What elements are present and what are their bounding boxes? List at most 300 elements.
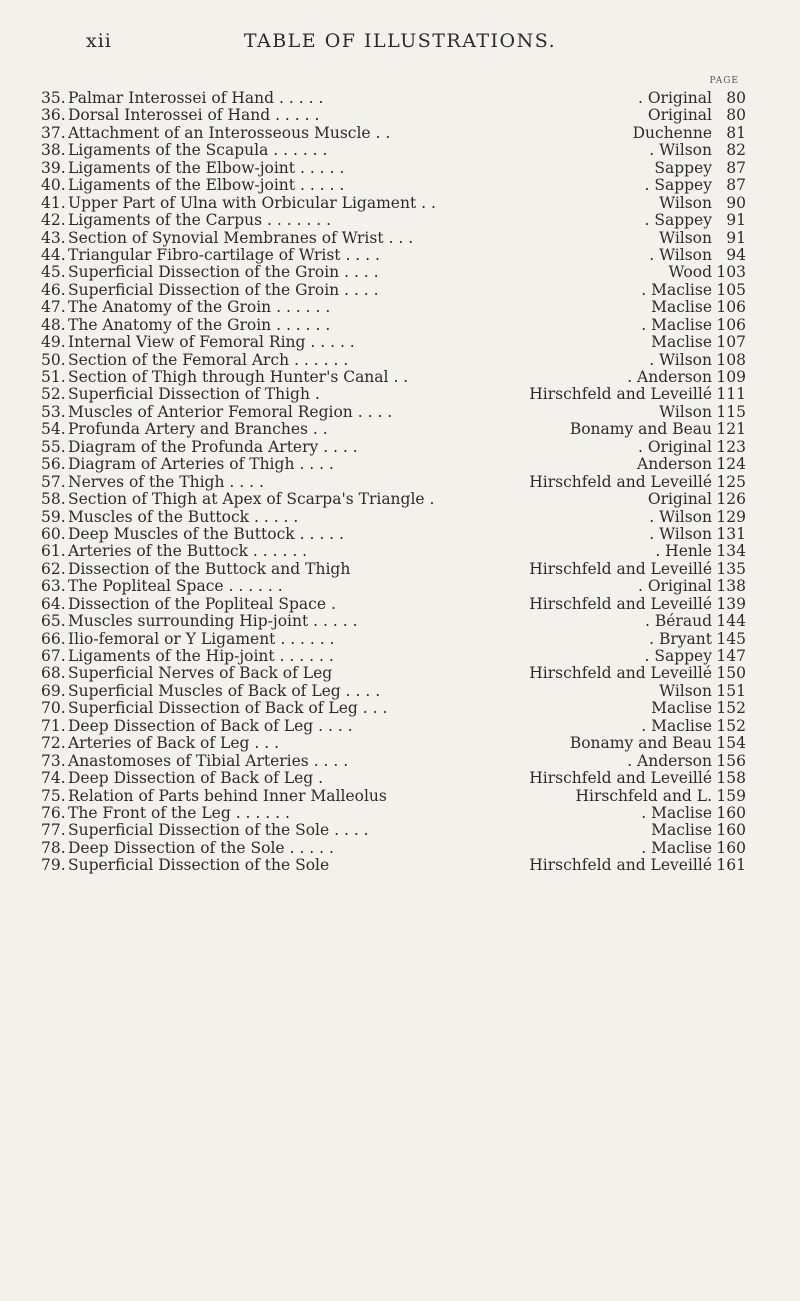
entry-author: Hirschfeld and Leveillé bbox=[529, 385, 712, 404]
entry-author: . Bryant bbox=[649, 629, 712, 648]
entry-page: 145 bbox=[716, 629, 746, 648]
entry-title-group bbox=[68, 735, 279, 752]
entry-source bbox=[641, 317, 746, 334]
leader-dots: . . . . . . bbox=[280, 629, 335, 648]
entry-page: 134 bbox=[716, 542, 746, 561]
entry-source bbox=[638, 90, 746, 107]
entry-page: 161 bbox=[716, 856, 746, 875]
list-item bbox=[0, 247, 800, 264]
entry-page: 121 bbox=[716, 420, 746, 439]
entry-number: 58. bbox=[41, 490, 66, 509]
entry-source bbox=[669, 264, 746, 281]
leader-dots: . bbox=[318, 769, 324, 788]
entry-title: Ligaments of the Hip-joint bbox=[68, 647, 275, 665]
entry-author: . Original bbox=[638, 577, 712, 596]
list-item bbox=[0, 788, 800, 805]
entry-author: Original bbox=[647, 106, 712, 125]
entry-author: Hirschfeld and Leveillé bbox=[529, 769, 712, 788]
entry-source bbox=[645, 177, 747, 194]
list-item bbox=[0, 857, 800, 874]
entry-title-group bbox=[68, 526, 344, 543]
list-item bbox=[0, 230, 800, 247]
entry-author: Sappey bbox=[654, 158, 712, 177]
leader-dots: . . . . bbox=[299, 455, 334, 474]
list-item bbox=[0, 142, 800, 159]
entry-number: 69. bbox=[41, 681, 66, 700]
entry-source bbox=[649, 352, 746, 369]
list-item bbox=[0, 90, 800, 107]
entry-number: 49. bbox=[41, 333, 66, 352]
entry-page: 80 bbox=[726, 106, 746, 125]
entry-number: 35. bbox=[41, 89, 66, 107]
entry-source bbox=[529, 770, 746, 787]
entry-title: Section of Synovial Membranes of Wrist bbox=[68, 228, 384, 247]
entry-number: 56. bbox=[41, 455, 66, 474]
entry-number: 51. bbox=[41, 368, 66, 386]
entry-title: The Anatomy of the Groin bbox=[68, 298, 272, 317]
entry-page: 131 bbox=[716, 524, 746, 543]
entry-title: Deep Dissection of Back of Leg bbox=[68, 716, 314, 735]
entry-page: 124 bbox=[716, 455, 746, 474]
entry-title: Deep Dissection of Back of Leg bbox=[68, 769, 314, 788]
entry-author: . Maclise bbox=[641, 838, 712, 857]
entry-title-group bbox=[68, 474, 264, 491]
entry-page: 135 bbox=[716, 559, 746, 578]
entry-title-group bbox=[68, 718, 353, 735]
leader-dots: . . . . bbox=[345, 245, 380, 264]
entry-author: Hirschfeld and Leveillé bbox=[529, 856, 712, 875]
entry-page: 139 bbox=[716, 594, 746, 613]
entry-page: 106 bbox=[716, 298, 746, 317]
entry-author: . Henle bbox=[655, 542, 712, 561]
entry-number: 55. bbox=[41, 437, 66, 456]
entry-title: Ilio-femoral or Y Ligament bbox=[68, 629, 276, 648]
list-item bbox=[0, 456, 800, 473]
entry-number: 60. bbox=[41, 524, 66, 543]
list-item bbox=[0, 491, 800, 508]
page-header bbox=[0, 24, 800, 54]
entry-title-group bbox=[68, 282, 379, 299]
entry-title-group bbox=[68, 753, 348, 770]
entry-title-group bbox=[68, 561, 350, 578]
entry-title-group bbox=[68, 509, 298, 526]
entry-author: . Original bbox=[638, 89, 712, 107]
entry-source bbox=[529, 386, 746, 403]
entry-title: Deep Dissection of the Sole bbox=[68, 838, 285, 857]
entry-title-group bbox=[68, 665, 332, 682]
entry-author: Hirschfeld and Leveillé bbox=[529, 472, 712, 491]
list-item bbox=[0, 735, 800, 752]
entry-page: 160 bbox=[716, 803, 746, 822]
list-item bbox=[0, 404, 800, 421]
entry-source bbox=[529, 596, 746, 613]
entry-source bbox=[651, 334, 746, 351]
entry-number: 63. bbox=[41, 577, 66, 596]
entry-page: 151 bbox=[716, 681, 746, 700]
entry-number: 72. bbox=[41, 734, 66, 753]
entry-source bbox=[645, 613, 746, 630]
list-item bbox=[0, 317, 800, 334]
entry-page: 159 bbox=[716, 786, 746, 805]
entry-title: Superficial Nerves of Back of Leg bbox=[68, 664, 333, 683]
entry-title-group bbox=[68, 230, 413, 247]
entry-number: 77. bbox=[41, 821, 66, 840]
entry-number: 78. bbox=[41, 838, 66, 857]
entry-page: 87 bbox=[726, 176, 746, 195]
entry-title: The Anatomy of the Groin bbox=[68, 315, 272, 334]
entry-source bbox=[627, 753, 746, 770]
leader-dots: . . . . bbox=[344, 280, 379, 299]
entry-title: Section of the Femoral Arch bbox=[68, 350, 290, 369]
entry-author: Hirschfeld and Leveillé bbox=[529, 664, 712, 683]
entry-number: 76. bbox=[41, 803, 66, 822]
leader-dots: . . . bbox=[254, 734, 280, 753]
entry-author: . Original bbox=[638, 437, 712, 456]
entry-title-group bbox=[68, 578, 283, 595]
leader-dots: . . . . bbox=[334, 821, 369, 840]
entry-page: 129 bbox=[716, 507, 746, 526]
leader-dots: . . . bbox=[388, 228, 414, 247]
entry-page: 91 bbox=[726, 228, 746, 247]
leader-dots: . . . . . bbox=[299, 524, 344, 543]
entry-title: Palmar Interossei of Hand bbox=[68, 89, 275, 107]
list-item bbox=[0, 439, 800, 456]
list-item bbox=[0, 352, 800, 369]
entry-number: 71. bbox=[41, 716, 66, 735]
entry-title: Diagram of Arteries of Thigh bbox=[68, 455, 295, 474]
entry-source bbox=[651, 700, 746, 717]
entry-title: Ligaments of the Elbow-joint bbox=[68, 176, 296, 195]
leader-dots: . . . . . bbox=[253, 507, 299, 526]
entry-source bbox=[641, 282, 746, 299]
entry-author: . Sappey bbox=[644, 211, 712, 230]
page-column-label: PAGE bbox=[709, 76, 739, 86]
leader-dots: . . . . bbox=[344, 263, 379, 282]
list-item bbox=[0, 195, 800, 212]
entry-title-group bbox=[68, 788, 387, 805]
entry-number: 43. bbox=[41, 228, 66, 247]
leader-dots: . . . . . . bbox=[279, 647, 334, 665]
entry-page: 111 bbox=[716, 385, 746, 404]
entry-source bbox=[641, 840, 746, 857]
entry-author: . Béraud bbox=[645, 612, 712, 631]
entry-title-group bbox=[68, 264, 379, 281]
entry-author: Hirschfeld and Leveillé bbox=[529, 594, 712, 613]
entry-author: Bonamy and Beau bbox=[569, 420, 712, 439]
entry-source bbox=[648, 491, 746, 508]
entry-page: 160 bbox=[716, 838, 746, 857]
entry-title: Muscles of Anterior Femoral Region bbox=[68, 402, 353, 421]
leader-dots: . . . . . bbox=[275, 106, 320, 125]
entry-title-group bbox=[68, 596, 336, 613]
leader-dots: . . . bbox=[362, 699, 388, 718]
entry-title: Arteries of the Buttock bbox=[68, 542, 248, 561]
entry-number: 44. bbox=[41, 245, 66, 264]
entry-title-group bbox=[68, 543, 307, 560]
entry-page: 152 bbox=[716, 699, 746, 718]
entry-number: 40. bbox=[41, 176, 66, 195]
leader-dots: . bbox=[429, 490, 435, 509]
entry-title-group bbox=[68, 352, 348, 369]
entry-number: 79. bbox=[41, 856, 66, 875]
list-item bbox=[0, 386, 800, 403]
entry-page: 144 bbox=[716, 612, 746, 631]
list-item bbox=[0, 753, 800, 770]
list-item bbox=[0, 596, 800, 613]
entry-title-group bbox=[68, 177, 344, 194]
entry-page: 81 bbox=[726, 123, 746, 142]
list-item bbox=[0, 369, 800, 386]
entry-source bbox=[529, 857, 746, 874]
list-item bbox=[0, 160, 800, 177]
entry-page: 126 bbox=[716, 490, 746, 509]
entry-source bbox=[649, 509, 746, 526]
entry-page: 150 bbox=[716, 664, 746, 683]
entry-title-group bbox=[68, 142, 327, 159]
leader-dots: . . . . bbox=[313, 751, 349, 770]
entry-number: 37. bbox=[41, 123, 66, 142]
entry-number: 68. bbox=[41, 664, 66, 683]
entry-page: 109 bbox=[716, 368, 746, 386]
entry-title-group bbox=[68, 613, 358, 630]
leader-dots: . . . . bbox=[318, 716, 353, 735]
entry-source bbox=[651, 822, 746, 839]
entry-title: Ligaments of the Carpus bbox=[68, 211, 263, 230]
entry-number: 39. bbox=[41, 158, 66, 177]
entry-author: Hirschfeld and Leveillé bbox=[529, 559, 712, 578]
leader-dots: . . . . bbox=[357, 402, 393, 421]
entry-author: Maclise bbox=[651, 699, 712, 718]
entry-author: Anderson bbox=[637, 455, 712, 474]
entry-page: 160 bbox=[716, 821, 746, 840]
list-item bbox=[0, 212, 800, 229]
entry-number: 36. bbox=[41, 106, 66, 125]
entry-page: 108 bbox=[716, 350, 746, 369]
entry-author: Maclise bbox=[651, 298, 712, 317]
entry-source bbox=[575, 788, 746, 805]
illustrations-list bbox=[0, 90, 800, 875]
entry-author: Bonamy and Beau bbox=[569, 734, 712, 753]
entry-title: Superficial Dissection of Back of Leg bbox=[68, 699, 358, 718]
entry-author: Wilson bbox=[659, 681, 712, 700]
entry-title: Superficial Dissection of the Groin bbox=[68, 280, 340, 299]
entry-page: 115 bbox=[716, 402, 746, 421]
entry-title-group bbox=[68, 299, 330, 316]
list-item bbox=[0, 474, 800, 491]
entry-author: . Wilson bbox=[649, 350, 712, 369]
entry-title-group bbox=[68, 770, 323, 787]
entry-title: Dorsal Interossei of Hand bbox=[68, 106, 271, 125]
entry-number: 66. bbox=[41, 629, 66, 648]
leader-dots: . . bbox=[421, 193, 436, 212]
entry-title-group bbox=[68, 125, 390, 142]
entry-number: 52. bbox=[41, 385, 66, 404]
entry-author: Original bbox=[647, 490, 712, 509]
entry-title: Arteries of Back of Leg bbox=[68, 734, 250, 753]
entry-page: 107 bbox=[716, 333, 746, 352]
entry-title: Deep Muscles of the Buttock bbox=[68, 524, 295, 543]
leader-dots: . . . . bbox=[229, 472, 264, 491]
entry-title-group bbox=[68, 491, 434, 508]
entry-title-group bbox=[68, 212, 331, 229]
entry-title: Relation of Parts behind Inner Malleolus bbox=[68, 786, 387, 805]
entry-author: Maclise bbox=[651, 821, 712, 840]
entry-title: The Front of the Leg bbox=[68, 803, 231, 822]
entry-source bbox=[637, 456, 746, 473]
entry-source bbox=[649, 247, 746, 264]
entry-source bbox=[649, 142, 746, 159]
entry-source bbox=[655, 543, 746, 560]
entry-title: Dissection of the Popliteal Space bbox=[68, 594, 327, 613]
entry-page: 158 bbox=[716, 769, 746, 788]
leader-dots: . . . . . . bbox=[235, 803, 290, 822]
leader-dots: . . . . . . bbox=[252, 542, 308, 561]
entry-title: Triangular Fibro-cartilage of Wrist bbox=[68, 245, 341, 264]
entry-title-group bbox=[68, 195, 436, 212]
list-item bbox=[0, 177, 800, 194]
list-item bbox=[0, 648, 800, 665]
entry-title-group bbox=[68, 683, 380, 700]
entry-title-group bbox=[68, 90, 323, 107]
entry-page: 103 bbox=[716, 263, 746, 282]
entry-page: 87 bbox=[726, 158, 746, 177]
entry-number: 62. bbox=[41, 559, 66, 578]
list-item bbox=[0, 578, 800, 595]
list-item bbox=[0, 334, 800, 351]
entry-number: 45. bbox=[41, 263, 66, 282]
entry-number: 59. bbox=[41, 507, 66, 526]
entry-author: Wilson bbox=[659, 193, 712, 212]
entry-title: Muscles of the Buttock bbox=[68, 507, 250, 526]
entry-author: Wilson bbox=[659, 228, 712, 247]
leader-dots: . . bbox=[312, 420, 328, 439]
list-item bbox=[0, 561, 800, 578]
leader-dots: . . . . . bbox=[299, 158, 345, 177]
entry-number: 70. bbox=[41, 699, 66, 718]
list-item bbox=[0, 613, 800, 630]
list-item bbox=[0, 665, 800, 682]
entry-author: Maclise bbox=[651, 333, 712, 352]
entry-number: 54. bbox=[41, 420, 66, 439]
entry-page: 80 bbox=[726, 89, 746, 107]
entry-source bbox=[529, 474, 746, 491]
entry-number: 65. bbox=[41, 612, 66, 631]
entry-title: Superficial Muscles of Back of Leg bbox=[68, 681, 341, 700]
entry-author: Hirschfeld and L. bbox=[575, 786, 712, 805]
entry-source bbox=[529, 665, 746, 682]
entry-source bbox=[659, 230, 746, 247]
entry-title: Superficial Dissection of the Sole bbox=[68, 821, 330, 840]
entry-title: Section of Thigh at Apex of Scarpa's Triangle bbox=[68, 490, 425, 509]
entry-number: 64. bbox=[41, 594, 66, 613]
entry-page: 125 bbox=[716, 472, 746, 491]
entry-title-group bbox=[68, 648, 334, 665]
entry-source bbox=[648, 107, 746, 124]
entry-title-group bbox=[68, 822, 369, 839]
entry-number: 73. bbox=[41, 751, 66, 770]
entry-title: The Popliteal Space bbox=[68, 577, 224, 596]
list-item bbox=[0, 282, 800, 299]
list-item bbox=[0, 509, 800, 526]
entry-author: . Wilson bbox=[649, 524, 712, 543]
leader-dots: . bbox=[330, 594, 336, 613]
entry-source bbox=[570, 735, 746, 752]
entry-author: Wood bbox=[668, 263, 712, 282]
leader-dots: . . . . . . bbox=[276, 315, 331, 334]
leader-dots: . bbox=[314, 385, 320, 404]
entry-author: . Wilson bbox=[649, 245, 712, 264]
entry-number: 75. bbox=[41, 786, 66, 805]
entry-title: Superficial Dissection of the Sole bbox=[68, 856, 330, 875]
entry-page: 138 bbox=[716, 577, 746, 596]
entry-source bbox=[633, 125, 746, 142]
entry-page: 123 bbox=[716, 437, 746, 456]
entry-number: 47. bbox=[41, 298, 66, 317]
entry-number: 38. bbox=[41, 141, 66, 160]
entry-source bbox=[529, 561, 746, 578]
list-item bbox=[0, 718, 800, 735]
entry-title-group bbox=[68, 421, 328, 438]
entry-source bbox=[649, 631, 746, 648]
entry-number: 46. bbox=[41, 280, 66, 299]
entry-source bbox=[649, 526, 746, 543]
leader-dots: . . bbox=[375, 123, 391, 142]
entry-title: Attachment of an Interosseous Muscle bbox=[68, 123, 371, 142]
list-item bbox=[0, 421, 800, 438]
entry-number: 61. bbox=[41, 542, 66, 561]
entry-title: Superficial Dissection of Thigh bbox=[68, 385, 310, 404]
entry-source bbox=[659, 683, 746, 700]
list-item bbox=[0, 683, 800, 700]
list-item bbox=[0, 125, 800, 142]
entry-author: . Maclise bbox=[641, 280, 712, 299]
entry-title-group bbox=[68, 631, 335, 648]
list-item bbox=[0, 700, 800, 717]
entry-author: . Anderson bbox=[627, 368, 712, 386]
entry-title: Section of Thigh through Hunter's Canal bbox=[68, 368, 389, 386]
entry-title-group bbox=[68, 160, 344, 177]
entry-number: 53. bbox=[41, 402, 66, 421]
entry-page: 106 bbox=[716, 315, 746, 334]
leader-dots: . . . . bbox=[345, 681, 381, 700]
entry-number: 41. bbox=[41, 193, 66, 212]
entry-number: 67. bbox=[41, 647, 66, 665]
entry-author: . Wilson bbox=[649, 507, 712, 526]
entry-title-group bbox=[68, 334, 355, 351]
list-item bbox=[0, 805, 800, 822]
entry-page: 156 bbox=[716, 751, 746, 770]
entry-page: 82 bbox=[726, 141, 746, 160]
leader-dots: . . . . . bbox=[299, 176, 345, 195]
entry-source bbox=[570, 421, 746, 438]
entry-title: Muscles surrounding Hip-joint bbox=[68, 612, 309, 631]
leader-dots: . . . . . bbox=[313, 612, 358, 631]
entry-title-group bbox=[68, 857, 329, 874]
leader-dots: . . . . . bbox=[310, 333, 355, 352]
list-item bbox=[0, 770, 800, 787]
list-item bbox=[0, 840, 800, 857]
entry-title-group bbox=[68, 404, 392, 421]
entry-title-group bbox=[68, 700, 387, 717]
entry-title-group bbox=[68, 369, 408, 386]
list-item bbox=[0, 631, 800, 648]
entry-title: Upper Part of Ulna with Orbicular Ligament bbox=[68, 193, 417, 212]
entry-author: . Maclise bbox=[641, 803, 712, 822]
entry-title: Profunda Artery and Branches bbox=[68, 420, 308, 439]
leader-dots: . . . . . . bbox=[273, 141, 328, 160]
entry-page: 90 bbox=[726, 193, 746, 212]
running-title: TABLE OF ILLUSTRATIONS. bbox=[243, 30, 557, 52]
